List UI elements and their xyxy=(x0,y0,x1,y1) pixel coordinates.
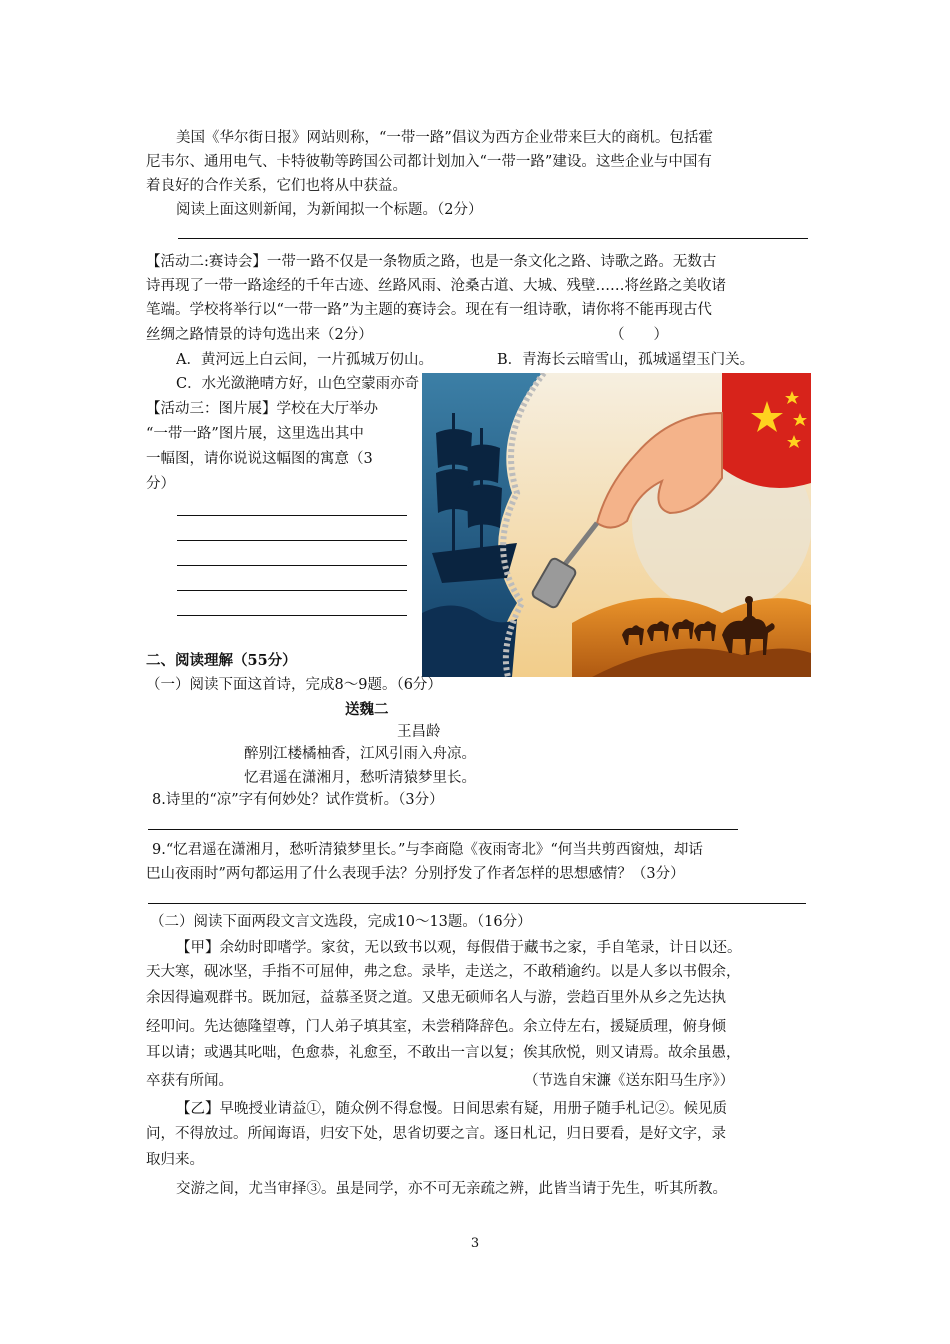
activity2-line: 丝绸之路情景的诗句选出来（2分） xyxy=(146,327,373,343)
activity2-line: 诗再现了一带一路途经的千年古迹、丝路风雨、沧桑古道、大城、残壁……将丝路之美收诸 xyxy=(146,278,726,294)
poem-line: 忆君遥在潇湘月，愁听清猿梦里长。 xyxy=(244,770,476,786)
passage-yi-line: 取归来。 xyxy=(146,1152,204,1168)
page-number: 3 xyxy=(470,1236,480,1251)
passage-jia-line: 余因得遍观群书。既加冠，益慕圣贤之道。又患无硕师名人与游，尝趋百里外从乡之先达执 xyxy=(146,990,726,1006)
option-a: A．黄河远上白云间，一片孤城万仞山。 xyxy=(176,352,433,368)
passage-jia-line: 经叩问。先达德隆望尊，门人弟子填其室，未尝稍降辞色。余立侍左右，援疑质理，俯身倾 xyxy=(146,1019,726,1035)
answer-line[interactable] xyxy=(177,565,407,566)
passage-jia-line: 天大寒，砚冰坚，手指不可屈伸，弗之怠。录毕，走送之，不敢稍逾约。以是人多以书假余， xyxy=(146,964,741,980)
answer-blank[interactable]: （ ） xyxy=(610,327,668,343)
news-title-question: 阅读上面这则新闻，为新闻拟一个标题。（2分） xyxy=(176,202,483,218)
passage-yi-line: 问，不得放过。所闻诲语，归安下处，思省切要之言。逐日札记，归日要看，是好文字，录 xyxy=(146,1126,726,1142)
activity2-line: 笔端。学校将举行以“一带一路”为主题的赛诗会。现在有一组诗歌，请你将不能再现古代 xyxy=(146,302,712,318)
question-9-line: 9.“忆君遥在潇湘月，愁听清猿梦里长。”与李商隐《夜雨寄北》“何当共剪西窗烛，却话 xyxy=(152,842,703,858)
poem-line: 醉别江楼橘柚香，江风引雨入舟凉。 xyxy=(244,746,476,762)
question-8: 8.诗里的“凉”字有何妙处？试作赏析。（3分） xyxy=(152,792,444,808)
news-paragraph-line: 着良好的合作关系，它们也将从中获益。 xyxy=(146,178,407,194)
zipper-illustration-svg xyxy=(422,373,811,677)
answer-line[interactable] xyxy=(177,590,407,591)
belt-and-road-illustration xyxy=(422,373,811,677)
answer-line[interactable] xyxy=(178,238,808,239)
passage-jia-line: 【甲】余幼时即嗜学。家贫，无以致书以观，每假借于藏书之家，手自笔录，计日以还。 xyxy=(176,940,742,956)
question-9-line: 巴山夜雨时”两句都运用了什么表现手法？分别抒发了作者怎样的思想感情？（3分） xyxy=(146,866,685,882)
activity3-line: “一带一路”图片展，这里选出其中 xyxy=(146,426,364,442)
answer-line[interactable] xyxy=(177,540,407,541)
answer-line[interactable] xyxy=(148,829,738,830)
passage-jia-line: 耳以请；或遇其叱咄，色愈恭，礼愈至，不敢出一言以复；俟其欣悦，则又请焉。故余虽愚， xyxy=(146,1045,741,1061)
news-paragraph-line: 美国《华尔街日报》网站则称，“一带一路”倡议为西方企业带来巨大的商机。包括霍 xyxy=(176,130,713,146)
poem-author: 王昌龄 xyxy=(397,724,441,740)
option-c: C．水光潋滟晴方好，山色空蒙雨亦奇 xyxy=(176,376,420,392)
news-paragraph-line: 尼韦尔、通用电气、卡特彼勒等跨国公司都计划加入“一带一路”建设。这些企业与中国有 xyxy=(146,154,712,170)
answer-line[interactable] xyxy=(148,903,806,904)
flag-sleeve xyxy=(722,373,811,488)
passage-jia-source: （节选自宋濂《送东阳马生序》） xyxy=(524,1073,735,1089)
poem-title: 送魏二 xyxy=(345,701,389,718)
option-b: B．青海长云暗雪山，孤城遥望玉门关。 xyxy=(497,352,755,368)
activity3-line: 【活动三：图片展】学校在大厅举办 xyxy=(146,401,378,417)
passage-yi-line: 交游之间，尤当审择③。虽是同学，亦不可无亲疏之辨，此皆当请于先生，听其所教。 xyxy=(176,1181,727,1197)
activity2-line: 【活动二:赛诗会】一带一路不仅是一条物质之路，也是一条文化之路、诗歌之路。无数古 xyxy=(146,254,717,270)
section-heading: 二、阅读理解（55分） xyxy=(146,652,297,669)
passage-yi-line: 【乙】早晚授业请益①，随众例不得怠慢。日间思索有疑，用册子随手札记②。候见质 xyxy=(176,1101,727,1117)
activity3-line: 分） xyxy=(146,476,175,492)
answer-line[interactable] xyxy=(177,615,407,616)
part2-instruction: （二）阅读下面两段文言文选段，完成10～13题。（16分） xyxy=(150,914,532,930)
activity3-line: 一幅图，请你说说这幅图的寓意（3 xyxy=(146,451,373,467)
part1-instruction: （一）阅读下面这首诗，完成8～9题。（6分） xyxy=(146,677,442,693)
passage-jia-line: 卒获有所闻。 xyxy=(146,1073,233,1089)
answer-line[interactable] xyxy=(177,515,407,516)
